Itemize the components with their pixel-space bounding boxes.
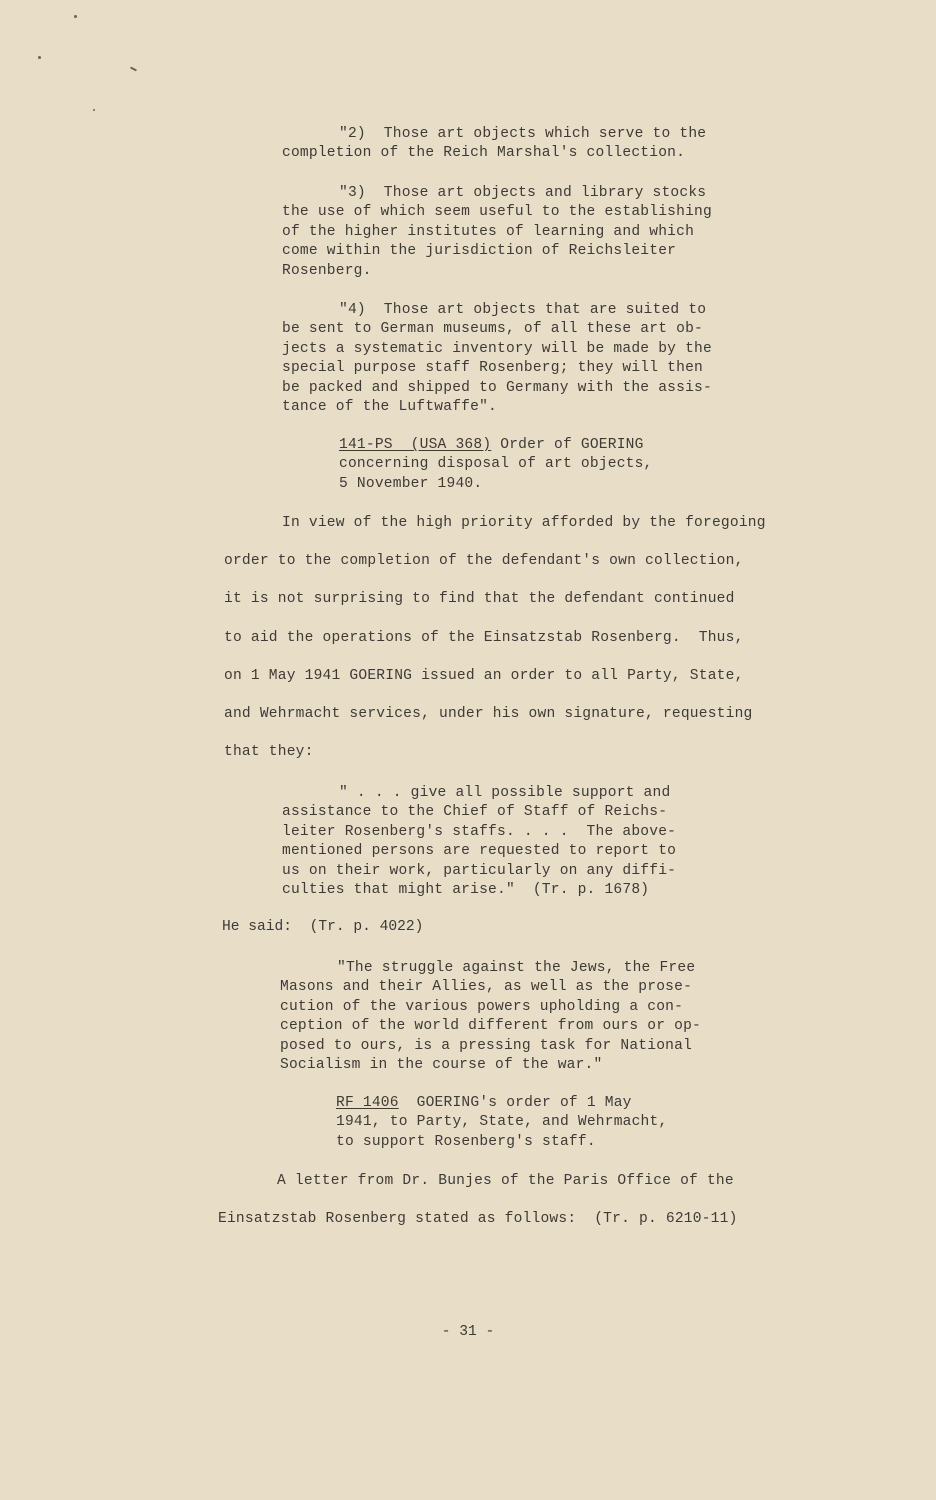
text-line: leiter Rosenberg's staffs. . . . The above- [282,823,677,840]
text-line: be packed and shipped to Germany with the assis- [282,379,712,396]
quote-struggle [280,959,701,1075]
quote-item-4 [282,301,712,417]
body-paragraph-1 [224,504,766,771]
text-line: "The struggle against the Jews, the Free [337,960,696,976]
dust-speck [93,109,95,111]
text-line: and Wehrmacht services, under his own signature, requesting [224,706,753,723]
text-line: be sent to German museums, of all these art ob- [282,321,704,338]
quote-goering-order [282,784,676,900]
text-line: "4) Those art objects that are suited to [339,302,707,318]
text-line: Rosenberg. [282,262,372,279]
dust-speck [74,15,77,18]
reference-text: GOERING's order of 1 May [398,1095,632,1111]
text-line: tance of the Luftwaffe". [282,399,497,416]
page-number: - 31 - [441,1324,495,1340]
text-line: posed to ours, is a pressing task for National [280,1037,693,1054]
text-line: special purpose staff Rosenberg; they will then [282,360,704,377]
text-line: jects a systematic inventory will be made by the [282,340,712,357]
text-line: on 1 May 1941 GOERING issued an order to all Party, State, [224,667,744,684]
text-line: 5 November 1940. [339,475,483,492]
text-line: culties that might arise." (Tr. p. 1678) [282,882,650,899]
text-line: it is not surprising to find that the defendant continued [224,591,735,608]
body-paragraph-2 [218,1162,738,1238]
text-line: us on their work, particularly on any diffi- [282,862,677,879]
quote-item-3 [282,184,712,281]
text-line: order to the completion of the defendant's own collection, [224,553,744,570]
text-line: ception of the world different from ours or op- [280,1018,702,1035]
quote-item-2 [282,125,706,164]
document-reference-141-ps [339,436,653,494]
text-line: cution of the various powers upholding a con- [280,998,684,1015]
text-line: "2) Those art objects which serve to the [339,126,707,142]
document-reference-rf-1406 [336,1094,667,1152]
reference-doc-id: 141-PS (USA 368) [339,437,492,453]
reference-doc-id: RF 1406 [336,1095,399,1111]
text-line: Einsatzstab Rosenberg stated as follows: (Tr. p. 6210-11) [218,1211,738,1228]
text-line: Socialism in the course of the war." [280,1057,603,1074]
text-line: completion of the Reich Marshal's collection. [282,145,686,162]
text-line: Masons and their Allies, as well as the prose- [280,979,693,996]
dust-speck [38,56,41,59]
text-line: that they: [224,744,314,761]
text-line: assistance to the Chief of Staff of Reichs- [282,804,668,821]
text-line: to aid the operations of the Einsatzstab Rosenberg. Thus, [224,629,744,646]
text-line: mentioned persons are requested to report to [282,843,677,860]
text-line: In view of the high priority afforded by the foregoing [282,515,766,531]
text-line: to support Rosenberg's staff. [336,1133,596,1150]
text-line: A letter from Dr. Bunjes of the Paris Office of the [277,1173,734,1189]
text-line: of the higher institutes of learning and which [282,223,695,240]
text-line: 1941, to Party, State, and Wehrmacht, [336,1114,668,1131]
text-line: "3) Those art objects and library stocks [339,185,707,201]
text-line: concerning disposal of art objects, [339,456,653,473]
dust-speck [130,66,137,71]
reference-text: Order of GOERING [491,437,644,453]
text-line: " . . . give all possible support and [339,785,671,801]
text-line: come within the jurisdiction of Reichsleiter [282,243,677,260]
text-line: the use of which seem useful to the establishing [282,204,712,221]
he-said-line: He said: (Tr. p. 4022) [222,919,424,935]
